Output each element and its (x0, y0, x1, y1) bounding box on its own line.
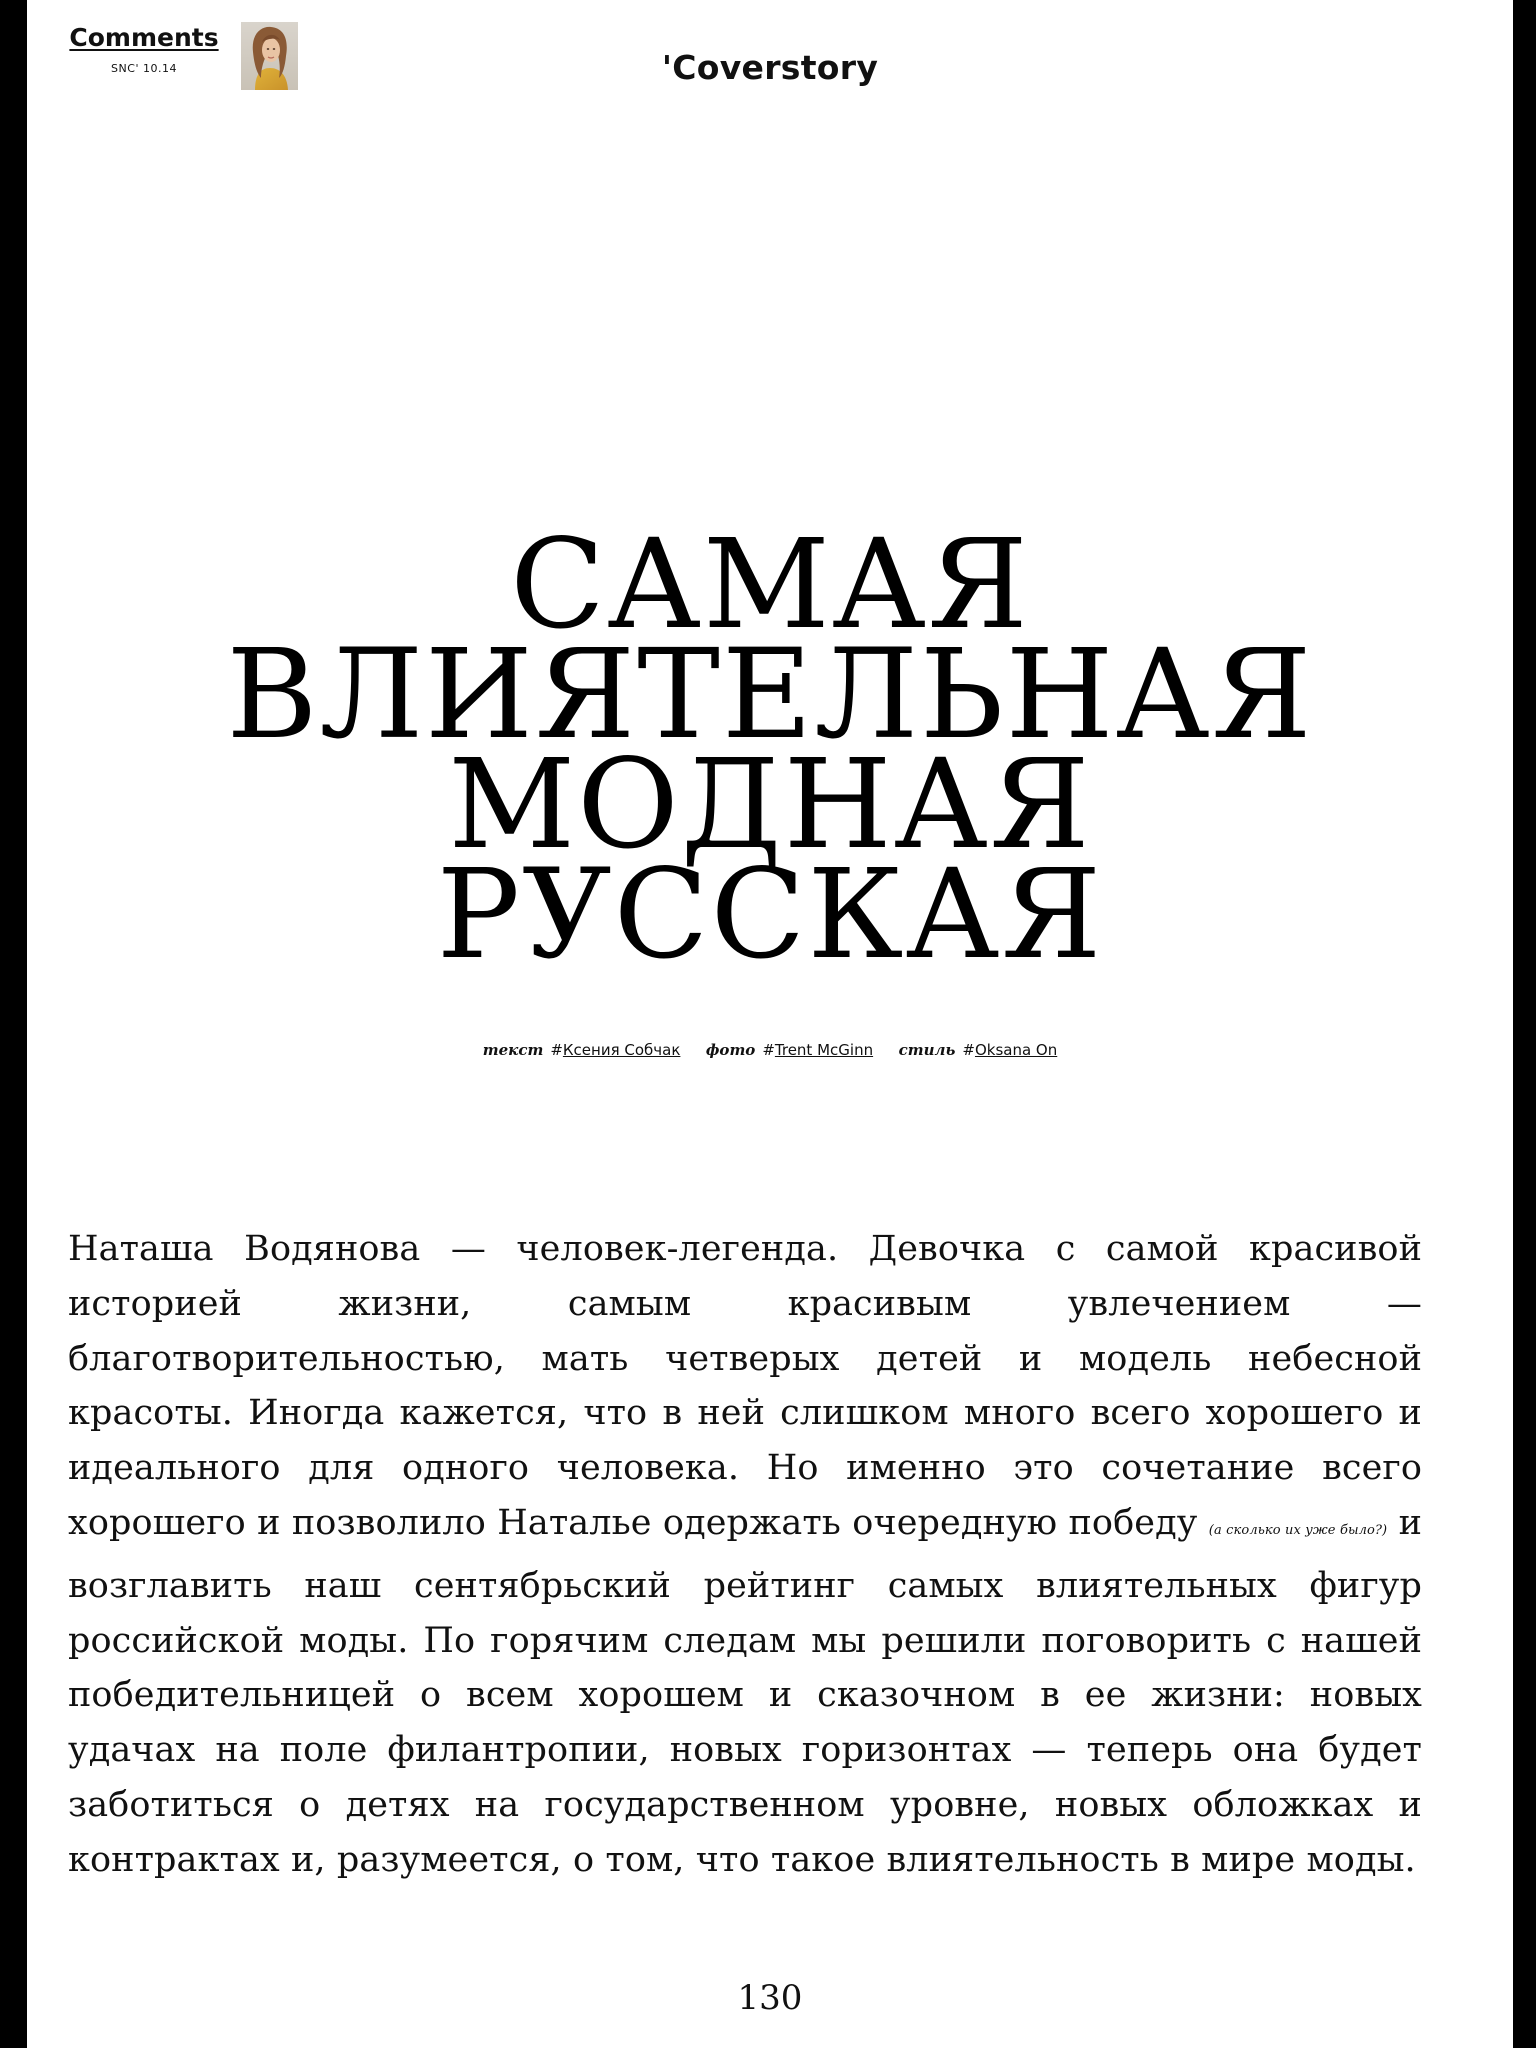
page-number: 130 (737, 1978, 803, 2018)
credit-role-style: стиль (898, 1041, 956, 1059)
credit-hash: # (550, 1041, 563, 1059)
credits (27, 1041, 1513, 1060)
credit-role-text: текст (482, 1041, 544, 1059)
issue-label: SNC' 10.14 (111, 62, 177, 75)
headline-line: САМАЯ (510, 513, 1030, 657)
lead-text-part-2: и возглавить наш сентябрьский рейтинг самых влиятельных фигур российской моды. По горячим следам мы решили поговорить с нашей победительницей о всем хорошем и сказочном в ее жизни: новых удачах на поле филантропии, новых горизонтах — теперь она будет заботиться о детях на государственном уровне, новых обложках и контрактах и, разумеется, о том, что такое влиятельность в мире моды. (68, 1502, 1422, 1880)
section-label: 'Coverstory (661, 48, 879, 87)
headline-line: МОДНАЯ (448, 733, 1092, 877)
headline-line: ВЛИЯТЕЛЬНАЯ (226, 623, 1314, 767)
credit-role-photo: фото (705, 1041, 756, 1059)
comments-link[interactable]: Comments (69, 23, 219, 52)
article-lead-paragraph (68, 1222, 1422, 1888)
headline (27, 513, 1513, 987)
credit-author-link[interactable]: Ксения Собчак (562, 1041, 681, 1059)
credit-hash: # (762, 1041, 775, 1059)
lead-text-part-1: Наташа Водянова — человек-легенда. Девочка с самой красивой историей жизни, самым красивым увлечением — благотворительностью, мать четверых детей и модель небесной красоты. Иногда кажется, что в ней слишком много всего хорошего и идеального для одного человека. Но именно это сочетание всего хорошего и позволило Наталье одержать очередную победу (68, 1229, 1422, 1543)
credit-hash: # (962, 1041, 975, 1059)
headline-line: РУССКАЯ (436, 843, 1104, 987)
magazine-page (27, 0, 1513, 2048)
lead-aside: (а сколько их уже было?) (1208, 1522, 1388, 1538)
credit-stylist-link[interactable]: Oksana On (974, 1041, 1058, 1059)
credit-photographer-link[interactable]: Trent McGinn (774, 1041, 874, 1059)
